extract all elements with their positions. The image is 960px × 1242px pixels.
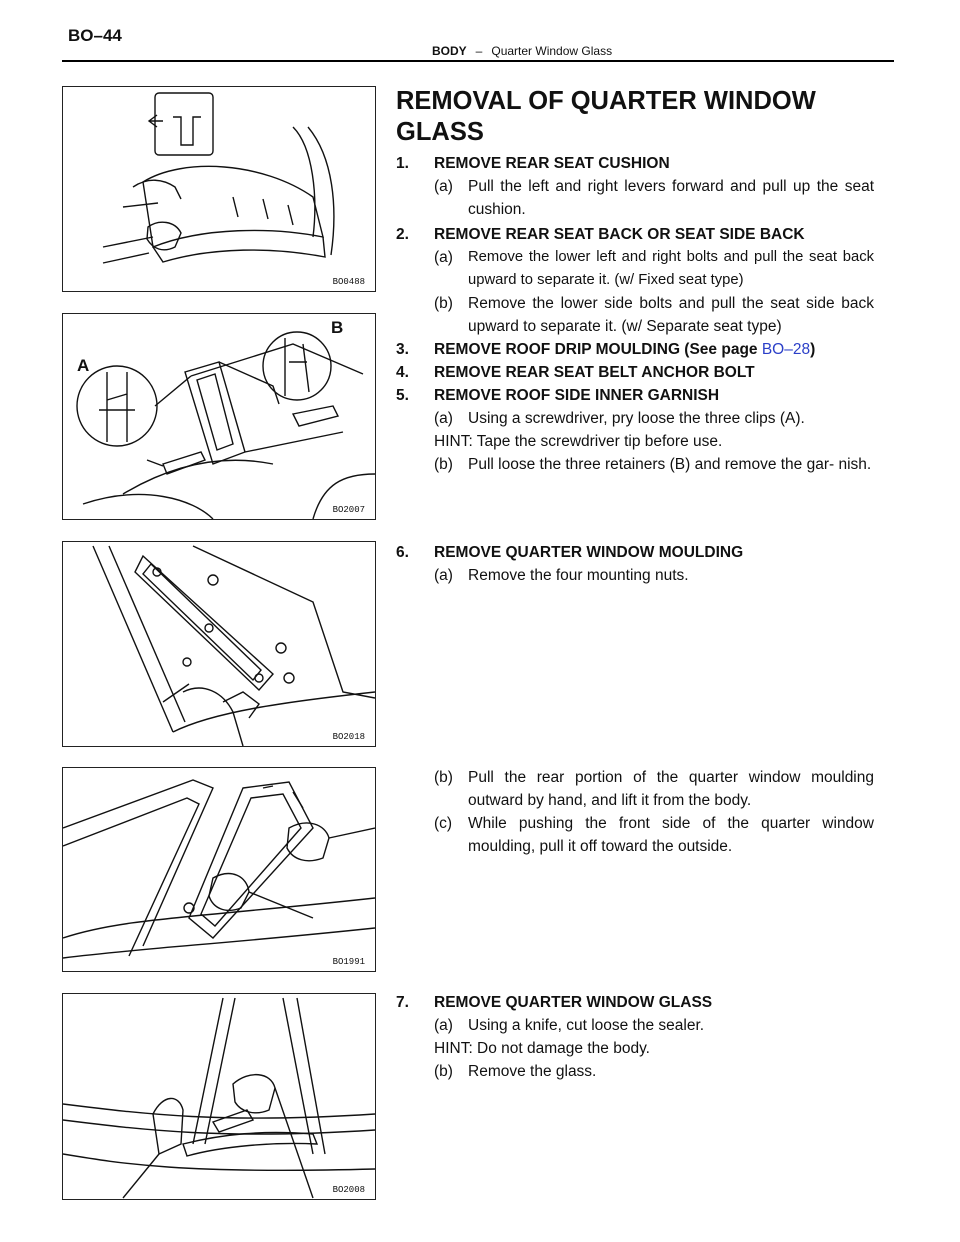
step-number: 6. bbox=[396, 544, 409, 561]
substep-text: Pull loose the three retainers (B) and remove the gar- nish. bbox=[468, 456, 872, 473]
substep-6b bbox=[396, 766, 874, 812]
steps-block-2 bbox=[396, 541, 874, 587]
substep-text: Using a screwdriver, pry loose the three clips (A). bbox=[468, 410, 805, 427]
substep-text: Remove the four mounting nuts. bbox=[468, 567, 689, 584]
substep-label: (c) bbox=[434, 815, 453, 832]
figure-remove-glass bbox=[62, 993, 376, 1200]
step-7 bbox=[396, 991, 874, 1014]
step-2 bbox=[396, 223, 874, 246]
substep-7b bbox=[396, 1060, 874, 1083]
substep-label: (a) bbox=[434, 249, 453, 266]
figure-id: BO0488 bbox=[332, 277, 365, 287]
step-6 bbox=[396, 541, 874, 564]
substep-text: Pull the rear portion of the quarter window moulding outward by hand, and lift it from the body. bbox=[468, 769, 874, 809]
substep-label: (a) bbox=[434, 1017, 453, 1034]
garnish-illustration bbox=[63, 314, 375, 519]
header-separator: – bbox=[475, 44, 483, 58]
step-number: 1. bbox=[396, 155, 409, 172]
substep-6c bbox=[396, 812, 874, 858]
figure-id: BO1991 bbox=[332, 957, 365, 967]
substep-label: (a) bbox=[434, 178, 453, 195]
substep-label: (b) bbox=[434, 295, 453, 312]
page-title: REMOVAL OF QUARTER WINDOW GLASS bbox=[396, 87, 816, 146]
seat-cushion-illustration bbox=[63, 87, 375, 291]
substep-label: (b) bbox=[434, 769, 453, 786]
step-text: REMOVE REAR SEAT CUSHION bbox=[434, 155, 670, 172]
step-text: REMOVE QUARTER WINDOW GLASS bbox=[434, 994, 713, 1011]
hint-7: HINT: Do not damage the body. bbox=[434, 1040, 650, 1057]
figure-id: BO2018 bbox=[332, 732, 365, 742]
substep-label: (b) bbox=[434, 456, 453, 473]
substep-label: (b) bbox=[434, 1063, 453, 1080]
substep-5b bbox=[396, 453, 874, 476]
step-text-line bbox=[434, 338, 815, 361]
steps-block-4 bbox=[396, 991, 874, 1083]
figure-roof-side-garnish bbox=[62, 313, 376, 520]
substep-label: (a) bbox=[434, 410, 453, 427]
substep-text: Remove the lower left and right bolts and pull the seat back upward to separate it. (w/ Fixed seat type) bbox=[468, 249, 874, 288]
running-head bbox=[432, 44, 612, 58]
substep-text: Using a knife, cut loose the sealer. bbox=[468, 1017, 705, 1034]
substep-5a bbox=[396, 407, 874, 430]
mounting-nuts-illustration bbox=[63, 542, 375, 746]
substep-7a bbox=[396, 1014, 874, 1037]
header-rule bbox=[62, 60, 894, 62]
substep-2b bbox=[396, 292, 874, 338]
callout-a-label: A bbox=[77, 356, 90, 375]
hint-5: HINT: Tape the screwdriver tip before use. bbox=[434, 433, 723, 450]
step-text: REMOVE REAR SEAT BACK OR SEAT SIDE BACK bbox=[434, 226, 805, 243]
page-number: BO–44 bbox=[68, 26, 122, 45]
page-link-bo28[interactable]: BO–28 bbox=[761, 341, 811, 358]
step-text: REMOVE ROOF DRIP MOULDING (See page bbox=[434, 341, 762, 358]
substep-label: (a) bbox=[434, 567, 453, 584]
step-number: 4. bbox=[396, 364, 409, 381]
substep-text: Remove the glass. bbox=[468, 1063, 597, 1080]
step-3 bbox=[396, 338, 874, 361]
step-text: REMOVE REAR SEAT BELT ANCHOR BOLT bbox=[434, 364, 755, 381]
step-1 bbox=[396, 152, 874, 175]
steps-block-1 bbox=[396, 86, 874, 476]
substep-6a bbox=[396, 564, 874, 587]
substep-text: While pushing the front side of the quarter window moulding, pull it off toward the outside. bbox=[468, 815, 874, 855]
step-number: 5. bbox=[396, 387, 409, 404]
step-text-close: ) bbox=[810, 341, 816, 358]
figure-seat-cushion bbox=[62, 86, 376, 292]
step-text: REMOVE ROOF SIDE INNER GARNISH bbox=[434, 387, 720, 404]
steps-block-3 bbox=[396, 766, 874, 858]
step-5 bbox=[396, 384, 874, 407]
substep-text: Remove the lower side bolts and pull the seat side back upward to separate it. (w/ Separate seat type) bbox=[468, 295, 874, 335]
step-text: REMOVE QUARTER WINDOW MOULDING bbox=[434, 544, 744, 561]
substep-1a bbox=[396, 175, 874, 221]
substep-2a bbox=[396, 246, 874, 292]
step-number: 3. bbox=[396, 341, 409, 358]
section-name: BODY bbox=[432, 44, 467, 58]
remove-glass-illustration bbox=[63, 994, 375, 1199]
figure-pull-moulding bbox=[62, 767, 376, 972]
step-number: 2. bbox=[396, 226, 409, 243]
callout-b-label: B bbox=[331, 318, 344, 337]
figure-id: BO2008 bbox=[332, 1185, 365, 1195]
figure-id: BO2007 bbox=[332, 505, 365, 515]
pull-moulding-illustration bbox=[63, 768, 375, 971]
topic-name: Quarter Window Glass bbox=[491, 44, 613, 58]
step-4 bbox=[396, 361, 874, 384]
step-number: 7. bbox=[396, 994, 409, 1011]
substep-text: Pull the left and right levers forward and pull up the seat cushion. bbox=[468, 178, 874, 218]
figure-mounting-nuts bbox=[62, 541, 376, 747]
